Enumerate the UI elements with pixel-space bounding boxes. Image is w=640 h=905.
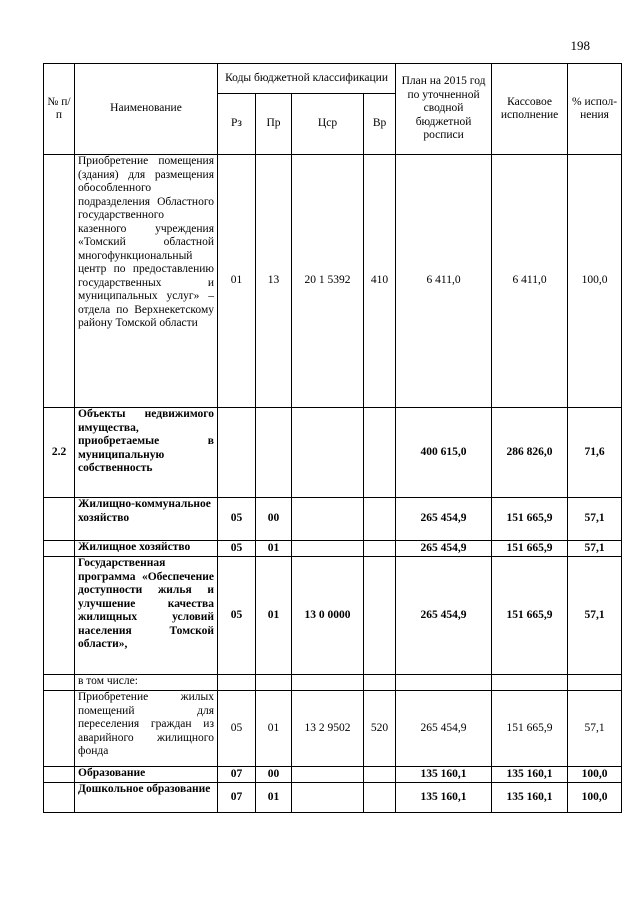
row-vr: [364, 767, 396, 783]
row-plan: 265 454,9: [396, 557, 492, 675]
row-vr: [364, 498, 396, 541]
row-name: Государственная программа «Обеспечение доступности жилья и улучшение качества жилищных условий населения Томской области»,: [75, 557, 218, 675]
row-num: [44, 767, 75, 783]
row-cash: 6 411,0: [492, 155, 568, 408]
row-plan: 6 411,0: [396, 155, 492, 408]
row-pr: 00: [256, 767, 292, 783]
row-pr: 13: [256, 155, 292, 408]
row-vr: [364, 675, 396, 691]
row-name: Приобретение жилых помещений для переселения граждан из аварийного жилищного фонда: [75, 691, 218, 767]
row-pr: 00: [256, 498, 292, 541]
row-rz: 05: [218, 557, 256, 675]
row-num: [44, 691, 75, 767]
row-percent: 100,0: [568, 783, 622, 813]
row-vr: [364, 408, 396, 498]
row-percent: 57,1: [568, 498, 622, 541]
row-name: Дошкольное образование: [75, 783, 218, 813]
table-row: [44, 691, 622, 767]
row-pr: 01: [256, 783, 292, 813]
row-csr: 13 0 0000: [292, 557, 364, 675]
table-row: [44, 675, 622, 691]
row-pr: [256, 675, 292, 691]
row-csr: [292, 408, 364, 498]
header-vr: Вр: [364, 94, 396, 155]
row-num: [44, 557, 75, 675]
row-num: [44, 541, 75, 557]
row-plan: 265 454,9: [396, 691, 492, 767]
table-row: [44, 408, 622, 498]
row-num: [44, 675, 75, 691]
row-csr: [292, 767, 364, 783]
row-csr: 20 1 5392: [292, 155, 364, 408]
table-row: [44, 155, 622, 408]
header-name: Наименование: [75, 64, 218, 155]
row-rz: 05: [218, 498, 256, 541]
header-cash: Кассовое исполнение: [492, 64, 568, 155]
header-num: № п/п: [44, 64, 75, 155]
row-percent: [568, 675, 622, 691]
row-plan: 265 454,9: [396, 541, 492, 557]
row-cash: 151 665,9: [492, 541, 568, 557]
row-rz: [218, 675, 256, 691]
header-codes-group: Коды бюджетной классификации: [218, 64, 396, 94]
table-row: [44, 783, 622, 813]
row-csr: [292, 498, 364, 541]
row-rz: [218, 408, 256, 498]
row-vr: 410: [364, 155, 396, 408]
row-rz: 01: [218, 155, 256, 408]
row-csr: [292, 541, 364, 557]
row-cash: 286 826,0: [492, 408, 568, 498]
row-vr: 520: [364, 691, 396, 767]
row-percent: 71,6: [568, 408, 622, 498]
row-rz: 07: [218, 783, 256, 813]
header-pr: Пр: [256, 94, 292, 155]
row-vr: [364, 541, 396, 557]
page-number: 198: [570, 38, 590, 53]
row-csr: [292, 783, 364, 813]
row-cash: 151 665,9: [492, 691, 568, 767]
row-cash: 135 160,1: [492, 767, 568, 783]
header-plan: План на 2015 год по уточненной сводной бюджетной росписи: [396, 64, 492, 155]
row-cash: 151 665,9: [492, 498, 568, 541]
row-plan: 400 615,0: [396, 408, 492, 498]
row-rz: 05: [218, 691, 256, 767]
row-pr: 01: [256, 541, 292, 557]
budget-table: [43, 63, 622, 813]
header-csr: Цср: [292, 94, 364, 155]
header-rz: Рз: [218, 94, 256, 155]
row-name: Жилищно-коммунальное хозяйство: [75, 498, 218, 541]
row-name: Объекты недвижимого имущества, приобретаемые в муниципальную собственность: [75, 408, 218, 498]
row-name: в том числе:: [75, 675, 218, 691]
table-row: [44, 557, 622, 675]
row-num: [44, 498, 75, 541]
row-percent: 100,0: [568, 767, 622, 783]
row-plan: 135 160,1: [396, 767, 492, 783]
row-rz: 05: [218, 541, 256, 557]
row-csr: 13 2 9502: [292, 691, 364, 767]
row-cash: [492, 675, 568, 691]
row-percent: 57,1: [568, 541, 622, 557]
row-percent: 100,0: [568, 155, 622, 408]
row-vr: [364, 783, 396, 813]
row-num: 2.2: [44, 408, 75, 498]
row-num: [44, 155, 75, 408]
row-name: Приобретение помещения (здания) для размещения обособленного подразделения Областного государственного казенного учреждения «Томский областной многофункциональный центр по предоставлению государственных и муниципальных услуг» – отдела по Верхнекетскому району Томской области: [75, 155, 218, 408]
row-pr: 01: [256, 557, 292, 675]
row-vr: [364, 557, 396, 675]
table-row: [44, 541, 622, 557]
row-pr: 01: [256, 691, 292, 767]
row-cash: 135 160,1: [492, 783, 568, 813]
table-row: [44, 498, 622, 541]
row-name: Образование: [75, 767, 218, 783]
header-percent: % испол-нения: [568, 64, 622, 155]
row-cash: 151 665,9: [492, 557, 568, 675]
table-row: [44, 767, 622, 783]
row-name: Жилищное хозяйство: [75, 541, 218, 557]
row-plan: 265 454,9: [396, 498, 492, 541]
row-csr: [292, 675, 364, 691]
row-percent: 57,1: [568, 691, 622, 767]
row-plan: 135 160,1: [396, 783, 492, 813]
row-pr: [256, 408, 292, 498]
row-rz: 07: [218, 767, 256, 783]
row-num: [44, 783, 75, 813]
row-percent: 57,1: [568, 557, 622, 675]
row-plan: [396, 675, 492, 691]
